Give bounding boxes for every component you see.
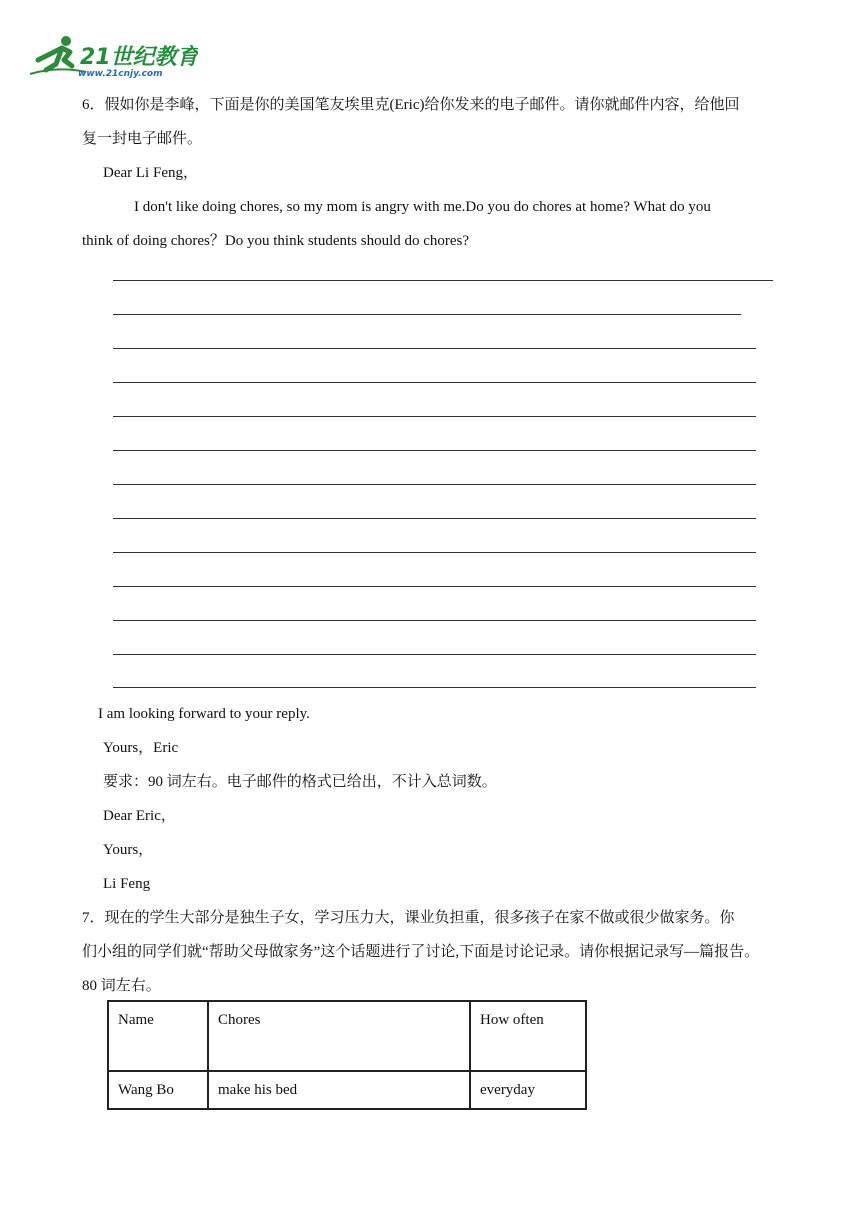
answer-line [113, 654, 756, 655]
email-body-line-2: think of doing chores？Do you think students should do chores? [82, 233, 470, 249]
email-signoff: Yours，Eric [103, 740, 179, 756]
q7-prompt-line-3: 80 词左右。 [82, 978, 161, 994]
answer-line [113, 314, 741, 315]
answer-line [113, 687, 756, 688]
answer-line [113, 484, 756, 485]
site-logo [28, 30, 198, 80]
answer-line [113, 382, 756, 383]
email-body-line-1: I don't like doing chores, so my mom is angry with me.Do you do chores at home? What do you [134, 199, 711, 215]
answer-line [113, 450, 756, 451]
table-cell: everyday [470, 1071, 586, 1109]
q6-prompt-line-2: 复一封电子邮件。 [82, 131, 203, 147]
email-closing: I am looking forward to your reply. [98, 706, 310, 722]
answer-line [113, 416, 756, 417]
answer-line [113, 586, 756, 587]
table-header-row [108, 1001, 586, 1071]
table-cell: Wang Bo [108, 1071, 208, 1109]
answer-line [113, 280, 773, 281]
table-header-cell: How often [470, 1001, 586, 1071]
reply-name: Li Feng [103, 876, 151, 892]
q7-prompt-line-1: 7．现在的学生大部分是独生子女，学习压力大，课业负担重，很多孩子在家不做或很少做家务。你 [82, 910, 735, 926]
email-salutation: Dear Li Feng， [103, 165, 198, 181]
q6-requirement: 要求：90 词左右。电子邮件的格式已给出，不计入总词数。 [103, 774, 497, 790]
runner-logo-icon [28, 30, 198, 80]
table-cell: make his bed [208, 1071, 470, 1109]
brand-text: 21世纪教育 [80, 45, 198, 70]
q7-prompt-line-2: 们小组的同学们就“帮助父母做家务”这个话题进行了讨论,下面是讨论记录。请你根据记录写—篇报告。 [82, 944, 760, 960]
brand-url-text: www.21cnjy.com [78, 69, 163, 79]
table-row [108, 1071, 586, 1109]
answer-line [113, 518, 756, 519]
answer-line [113, 552, 756, 553]
answer-line [113, 348, 756, 349]
chores-table [107, 1000, 587, 1110]
table-header-cell: Chores [208, 1001, 470, 1071]
reply-yours: Yours， [103, 842, 154, 858]
reply-salutation: Dear Eric， [103, 808, 176, 824]
q6-prompt-line-1: 6．假如你是李峰，下面是你的美国笔友埃里克(Eric)给你发来的电子邮件。请你就邮件内容，给他回 [82, 97, 740, 113]
table-header-cell: Name [108, 1001, 208, 1071]
answer-line [113, 620, 756, 621]
